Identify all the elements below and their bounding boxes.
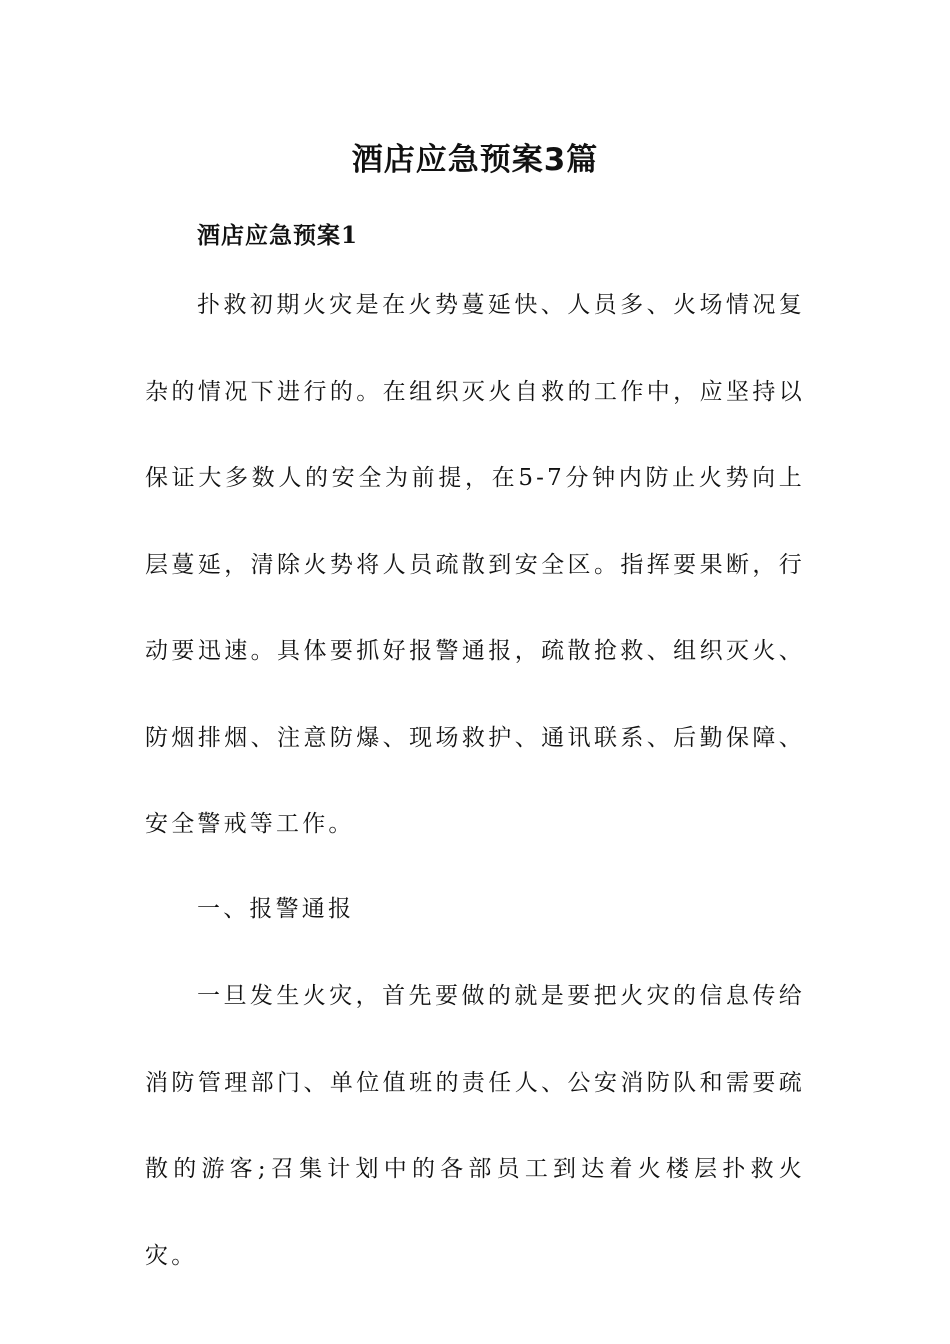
subsection-heading-alarm: 一、报警通报: [197, 896, 355, 922]
body-paragraph-alarm: 一旦发生火灾，首先要做的就是要把火灾的信息传给消防管理部门、单位值班的责任人、公安消防队和需要疏散的游客;召集计划中的各部员工到达着火楼层扑救火灾。: [145, 983, 805, 1269]
body-paragraph-intro: 扑救初期火灾是在火势蔓延快、人员多、火场情况复杂的情况下进行的。在组织灭火自救的工作中，应坚持以保证大多数人的安全为前提，在5-7分钟内防止火势向上层蔓延，清除火势将人员疏散到安全区。指挥要果断，行动要迅速。具体要抓好报警通报，疏散抢救、组织灭火、防烟排烟、注意防爆、现场救护、通讯联系、后勤保障、安全警戒等工作。: [145, 292, 805, 837]
document-title: 酒店应急预案3篇: [351, 142, 599, 178]
section-heading: 酒店应急预案1: [197, 222, 359, 249]
